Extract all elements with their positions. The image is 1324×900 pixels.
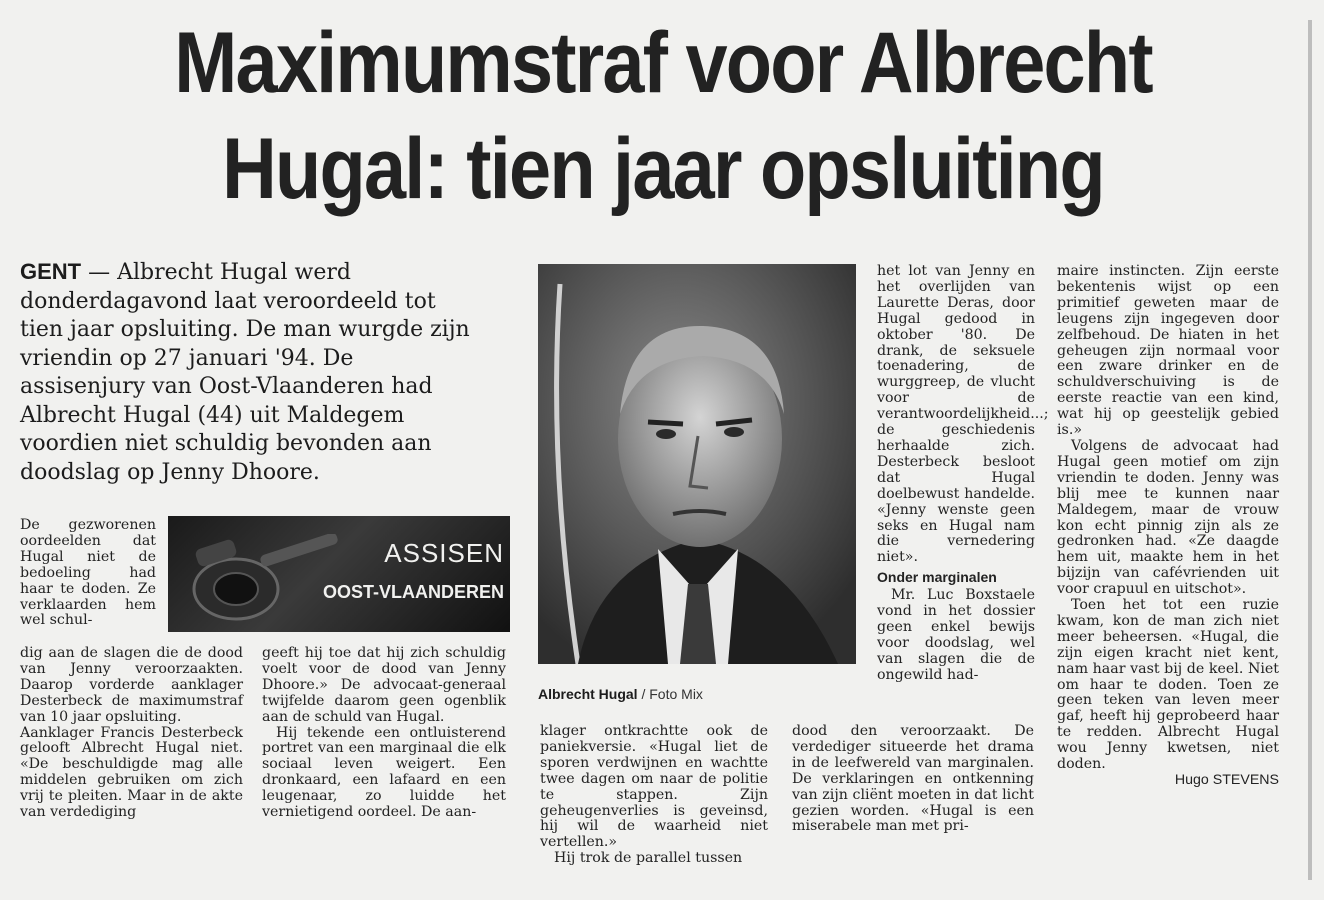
byline: Hugo STEVENS — [1174, 772, 1279, 788]
lead-paragraph — [20, 258, 485, 487]
headline-line-1: Maximumstraf voor Albrecht — [174, 15, 1152, 111]
banner-subtitle: OOST-VLAANDEREN — [322, 582, 504, 602]
paragraph: Hij trok de parallel tussen — [554, 850, 743, 867]
column-5 — [1057, 264, 1279, 789]
paragraph: dood den veroorzaakt. De verdediger situeerde het drama in de leefwereld van marginalen. De verklaringen en ontkenning van zijn cliënt moeten in dat licht gezien worden. «Hugal is een miserabele man met pri- — [792, 723, 1034, 835]
paragraph: Aanklager Francis Desterbeck gelooft Albrecht Hugal niet. «De beschuldigde mag alle middelen gebruiken om zich vrij te pleiten. Maar in de akte van verdediging — [20, 724, 243, 821]
photo-credit: / Foto Mix — [637, 686, 703, 702]
column-4-bottom — [792, 724, 1034, 835]
paragraph: maire instincten. Zijn eerste bekentenis wijst op een primitief geweten maar de leugens zijn ingegeven door zelfbehoud. De hiaten in het geheugen zijn normaal voor een zware drinker en de schuldverschuiving is de eerste reactie van een kind, wat hij op geestelijk gebied is.» — [1057, 263, 1279, 439]
column-2 — [262, 646, 506, 821]
photo-caption — [538, 686, 703, 702]
paragraph: Hij tekende een ontluisterend portret van een marginaal die elk sociaal leven weigert. Een dronkaard, een lafaard en een leugenaar, zo luidde het vernietigend oordeel. De aan- — [262, 724, 506, 821]
portrait-image — [538, 264, 856, 664]
paragraph: klager ontkrachtte ook de paniekversie. «Hugal liet de sporen verdwijnen en wachtte twee dagen om naar de politie te stappen. Zijn geheugenverlies is geveinsd, hij wil de waarheid niet vertellen.» — [540, 723, 768, 851]
caption-name: Albrecht Hugal — [538, 686, 638, 702]
banner-title: ASSISEN — [384, 538, 504, 568]
headline-line-2: Hugal: tien jaar opsluiting — [222, 121, 1104, 217]
paragraph: Volgens de advocaat had Hugal geen motief om zijn vriendin te doden. Jenny was blij mee te kunnen naar Maldegem, maar de vrouw kon echt pinnig zijn als ze gedronken had. «Ze daagde hem uit, maakte hem in het bijzijn van cafévrienden uit voor crapuul en uitschot». — [1057, 437, 1279, 598]
paragraph: Mr. Luc Boxstaele vond in het dossier geen enkel bewijs voor doodslag, wel van slagen die de ongewild had- — [877, 587, 1035, 683]
column-1-bottom — [20, 646, 243, 821]
paragraph: De gezworenen oordeelden dat Hugal niet de bedoeling had haar te doden. Ze verklaarden hem wel schul- — [20, 517, 156, 629]
dateline: GENT — [20, 259, 82, 284]
section-banner — [168, 516, 510, 632]
lead-text: — Albrecht Hugal werd donderdagavond laat veroordeeld tot tien jaar opsluiting. De man wurgde zijn vriendin op 27 januari '94. De assisenjury van Oost-Vlaanderen had Albrecht Hugal (44) uit Maldegem voordien niet schuldig bevonden aan doodslag op Jenny Dhoore. — [20, 260, 470, 485]
paragraph: geeft hij toe dat hij zich schuldig voelt voor de dood van Jenny Dhoore.» De advocaat-generaal twijfelde daarom geen ogenblik aan de schuld van Hugal. — [262, 645, 506, 725]
column-3 — [540, 724, 768, 867]
subheading: Onder marginalen — [877, 569, 997, 586]
paragraph: dig aan de slagen die de dood van Jenny veroorzaakten. Daarop vorderde aanklager Desterbeck de maximumstraf van 10 jaar opsluiting. — [20, 645, 243, 725]
headline — [95, 10, 1230, 222]
gavel-icon — [176, 534, 346, 624]
paragraph: het lot van Jenny en het overlijden van Laurette Deras, door Hugal gedood in oktober '80. De drank, de seksuele toenadering, de wurggreep, de vlucht voor de verantwoordelijkheid...; de geschiedenis herhaalde zich. Desterbeck besloot dat Hugal doelbewust handelde. «Jenny wenste geen seks en Hugal nam die vernedering niet». — [877, 263, 1049, 566]
paragraph: Toen het tot een ruzie kwam, kon de man zich niet meer beheersen. «Hugal, die zijn eigen kracht niet kent, nam haar vast bij de keel. Niet om haar te doden. Toen ze geen teken van leven meer gaf, heeft hij geprobeerd haar te redden. Albrecht Hugal wou Jenny kwetsen, niet doden. — [1057, 597, 1279, 773]
column-4 — [877, 263, 1049, 684]
column-1-top — [20, 518, 156, 629]
portrait-photo — [538, 264, 856, 664]
clipping-edge — [1308, 20, 1312, 880]
